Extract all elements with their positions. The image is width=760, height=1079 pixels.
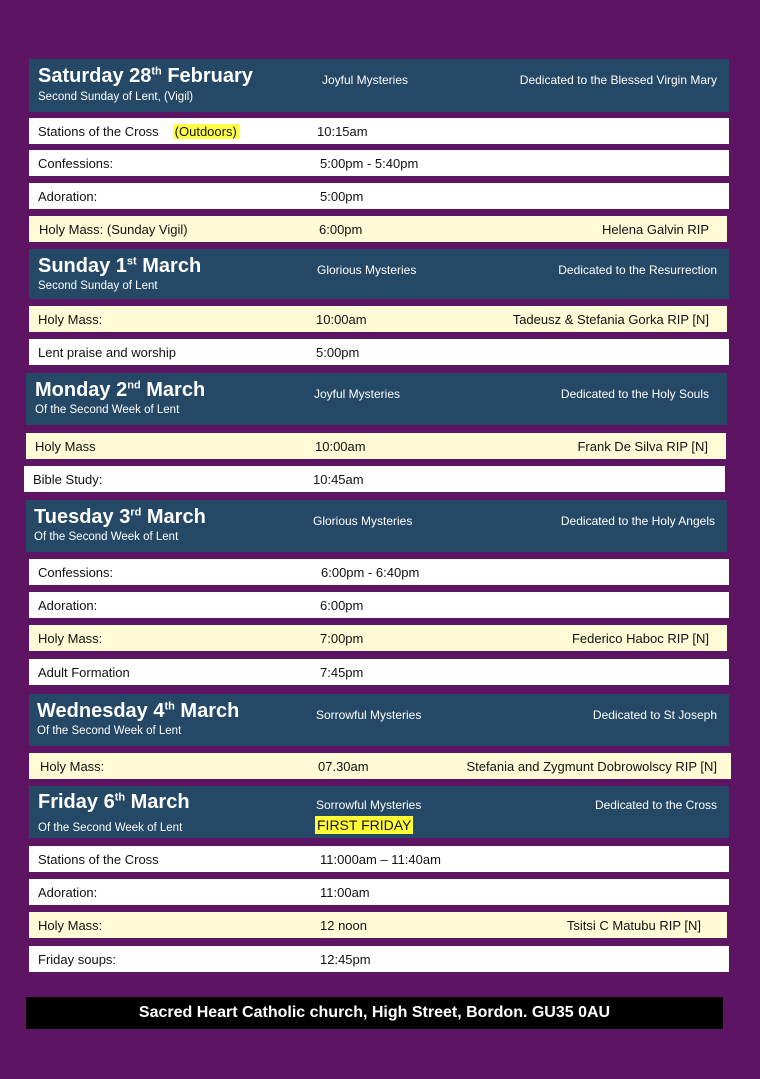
schedule-row xyxy=(29,118,729,144)
day-subtitle: Of the Second Week of Lent xyxy=(34,531,179,543)
mass-intention: Stefania and Zygmunt Dobrowolscy RIP [N] xyxy=(466,759,717,774)
mass-row xyxy=(29,216,727,242)
schedule-row xyxy=(29,559,729,585)
event-label: Holy Mass xyxy=(35,439,96,454)
outdoors-note: (Outdoors) xyxy=(174,124,237,139)
dedication-label: Dedicated to the Cross xyxy=(594,798,717,812)
mass-intention: Tsitsi C Matubu RIP [N] xyxy=(566,918,701,933)
event-label: Holy Mass: xyxy=(38,312,103,327)
dedication-label: Dedicated to St Joseph xyxy=(592,708,717,722)
first-friday-badge: FIRST FRIDAY xyxy=(317,817,412,833)
event-time: 5:00pm - 5:40pm xyxy=(320,156,419,171)
event-time: 5:00pm xyxy=(320,189,364,204)
mass-intention: Federico Haboc RIP [N] xyxy=(571,631,709,646)
mysteries-label: Sorrowful Mysteries xyxy=(316,708,422,722)
event-label: Stations of the Cross xyxy=(38,124,159,139)
dedication-label: Dedicated to the Holy Souls xyxy=(560,387,709,401)
day-subtitle: Of the Second Week of Lent xyxy=(35,404,180,416)
schedule-row xyxy=(29,946,729,972)
event-label: Adoration: xyxy=(38,189,98,204)
church-address-footer: Sacred Heart Catholic church, High Street, Bordon. GU35 0AU xyxy=(26,997,723,1029)
day-subtitle: Of the Second Week of Lent xyxy=(38,822,183,834)
event-time: 10:15am xyxy=(317,124,368,139)
day-header-tuesday xyxy=(26,500,727,552)
event-label: Confessions: xyxy=(38,156,114,171)
schedule-row xyxy=(29,592,729,618)
day-title: Saturday 28th February xyxy=(38,65,253,87)
event-label: Adoration: xyxy=(38,885,98,900)
day-header-friday xyxy=(29,786,729,838)
event-label: Stations of the Cross xyxy=(38,852,159,867)
dedication-label: Dedicated to the Holy Angels xyxy=(560,514,715,528)
dedication-label: Dedicated to the Resurrection xyxy=(558,263,717,277)
mass-intention: Frank De Silva RIP [N] xyxy=(577,439,708,454)
day-subtitle: Of the Second Week of Lent xyxy=(37,725,182,737)
day-header-saturday xyxy=(29,59,729,112)
event-label: Holy Mass: (Sunday Vigil) xyxy=(39,222,188,237)
event-label: Friday soups: xyxy=(38,952,117,967)
mass-row xyxy=(29,753,731,779)
event-time: 7:00pm xyxy=(320,631,364,646)
mysteries-label: Sorrowful Mysteries xyxy=(316,798,422,812)
event-time: 10:00am xyxy=(316,312,367,327)
event-time: 07.30am xyxy=(318,759,369,774)
event-label: Adult Formation xyxy=(38,665,130,680)
day-subtitle: Second Sunday of Lent, (Vigil) xyxy=(38,91,194,103)
mysteries-label: Glorious Mysteries xyxy=(313,514,413,528)
event-time: 10:00am xyxy=(315,439,366,454)
schedule-row xyxy=(29,150,729,176)
event-label: Holy Mass: xyxy=(38,631,103,646)
dedication-label: Dedicated to the Blessed Virgin Mary xyxy=(519,73,717,87)
event-time: 5:00pm xyxy=(316,345,360,360)
schedule-row xyxy=(29,183,729,209)
schedule-row xyxy=(29,339,729,365)
event-time: 6:00pm xyxy=(320,598,364,613)
event-time: 12 noon xyxy=(320,918,367,933)
event-time: 10:45am xyxy=(313,472,364,487)
day-title: Monday 2nd March xyxy=(35,379,206,401)
mass-row xyxy=(29,306,727,332)
event-label: Adoration: xyxy=(38,598,98,613)
event-time: 11:00am xyxy=(320,885,370,900)
day-subtitle: Second Sunday of Lent xyxy=(38,280,158,292)
event-time: 12:45pm xyxy=(320,952,371,967)
event-label: Holy Mass: xyxy=(40,759,105,774)
event-time: 6:00pm xyxy=(319,222,363,237)
day-title: Friday 6th March xyxy=(38,791,190,813)
event-time: 6:00pm - 6:40pm xyxy=(321,565,420,580)
mass-row xyxy=(26,433,726,459)
day-header-sunday xyxy=(29,249,729,299)
day-title: Sunday 1st March xyxy=(38,255,202,277)
mysteries-label: Joyful Mysteries xyxy=(314,387,401,401)
schedule-row xyxy=(29,846,729,872)
schedule-row xyxy=(29,659,729,685)
event-label: Holy Mass: xyxy=(38,918,103,933)
day-header-monday xyxy=(26,373,727,425)
event-label: Confessions: xyxy=(38,565,114,580)
event-label: Bible Study: xyxy=(33,472,103,487)
mysteries-label: Glorious Mysteries xyxy=(317,263,417,277)
event-label: Lent praise and worship xyxy=(38,345,177,360)
mass-intention: Tadeusz & Stefania Gorka RIP [N] xyxy=(512,312,709,327)
event-time: 11:000am – 11:40am xyxy=(320,852,441,867)
mass-intention: Helena Galvin RIP xyxy=(602,222,709,237)
schedule-row xyxy=(24,466,725,492)
day-header-wednesday xyxy=(29,694,729,746)
mysteries-label: Joyful Mysteries xyxy=(322,73,409,87)
mass-row xyxy=(29,912,727,938)
day-title: Wednesday 4th March xyxy=(37,700,240,722)
mass-row xyxy=(29,625,727,651)
day-title: Tuesday 3rd March xyxy=(34,506,206,528)
event-time: 7:45pm xyxy=(320,665,364,680)
schedule-row xyxy=(29,879,729,905)
